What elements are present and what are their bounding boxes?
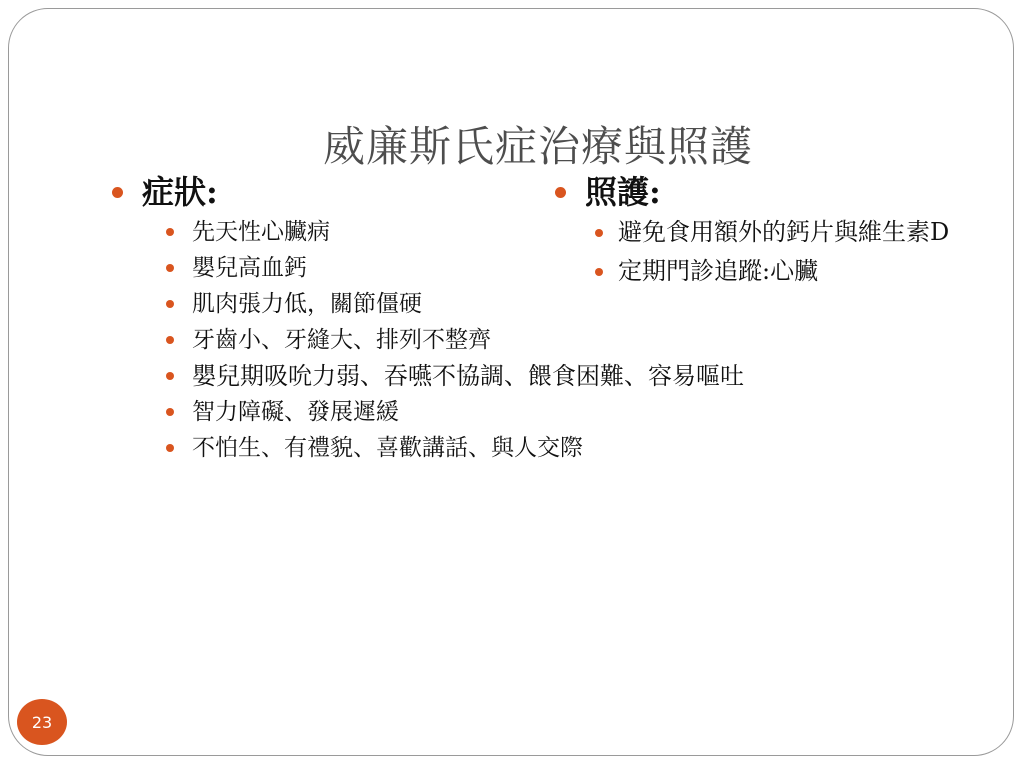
bullet-icon <box>595 229 603 237</box>
list-item-text: 定期門診追蹤:心臟 <box>618 257 819 285</box>
list-item-text: 不怕生、有禮貌、喜歡講話、與人交際 <box>192 435 583 461</box>
list-item <box>164 324 872 356</box>
symptoms-heading: 症狀: <box>142 173 218 211</box>
page-number: 23 <box>31 712 53 732</box>
list-item-text: 嬰兒高血鈣 <box>192 255 307 281</box>
care-section <box>555 170 975 294</box>
list-item <box>595 216 975 248</box>
list-item-text: 牙齒小、牙縫大、排列不整齊 <box>192 327 491 353</box>
list-item <box>164 396 872 428</box>
bullet-icon <box>166 444 174 452</box>
list-item-text: 肌肉張力低，關節僵硬 <box>192 291 422 317</box>
list-item-text: 智力障礙、發展遲緩 <box>192 399 399 425</box>
bullet-icon <box>112 187 123 198</box>
bullet-icon <box>166 336 174 344</box>
page-number-badge <box>17 699 67 745</box>
bullet-icon <box>166 372 174 380</box>
bullet-icon <box>166 228 174 236</box>
list-item-text: 避免食用額外的鈣片與維生素D <box>618 218 950 246</box>
list-item-text: 先天性心臟病 <box>192 219 330 245</box>
bullet-icon <box>166 408 174 416</box>
list-item-text: 嬰兒期吸吮力弱、吞嚥不協調、餵食困難、容易嘔吐 <box>192 362 744 390</box>
bullet-icon <box>166 300 174 308</box>
list-item <box>164 360 872 392</box>
care-list <box>555 216 975 287</box>
list-item <box>164 432 872 464</box>
list-item <box>595 255 975 287</box>
bullet-icon <box>595 268 603 276</box>
slide-title: 威廉斯氏症治療與照護 <box>322 122 753 172</box>
care-heading-row <box>555 170 975 214</box>
bullet-icon <box>166 264 174 272</box>
bullet-icon <box>555 187 566 198</box>
care-heading: 照護: <box>585 173 661 211</box>
